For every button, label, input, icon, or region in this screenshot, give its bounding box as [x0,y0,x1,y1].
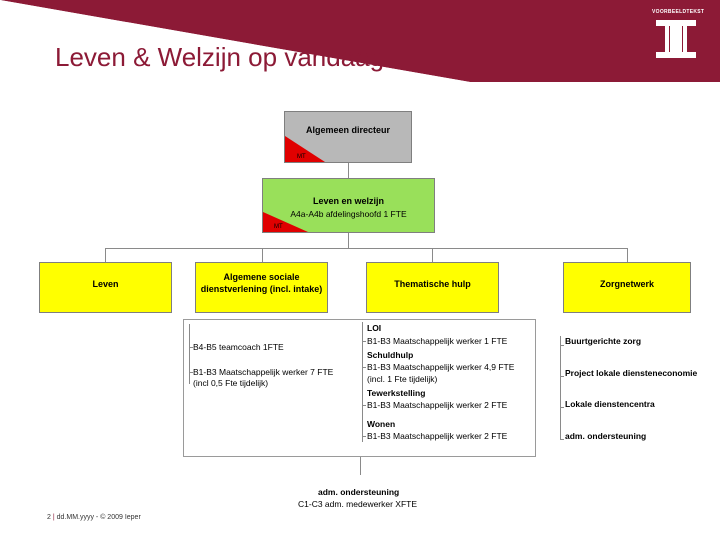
unit-title: Leven [92,279,119,289]
bracket-line [560,336,561,440]
staff-line: B4-B5 teamcoach 1FTE [193,342,284,352]
footer-separator: | [52,514,55,521]
dept-subtitle: A4a-A4b afdelingshoofd 1 FTE [290,209,407,219]
thematic-line: (incl. 1 Fte tijdelijk) [367,374,438,384]
unit-box-zorgnetwerk [563,262,691,313]
bracket-tick [362,367,366,368]
connector-line [262,248,263,262]
connector-line [360,457,361,475]
director-box [284,111,412,163]
thematic-line: B1-B3 Maatschappelijk werker 2 FTE [367,431,508,441]
page-number: 2 [47,514,51,521]
thematic-heading: LOI [367,323,382,333]
unit-title: Thematische hulp [394,279,471,289]
bracket-tick [362,341,366,342]
logo-text: VOORBEELDTEKST [652,9,705,15]
connector-line [627,248,628,262]
zorg-item: adm. ondersteuning [565,431,647,441]
bracket-tick [362,405,366,406]
thematic-line: B1-B3 Maatschappelijk werker 2 FTE [367,400,508,410]
zorg-item: Buurtgerichte zorg [565,336,642,346]
staff-line: B1-B3 Maatschappelijk werker 7 FTE [193,367,334,377]
dept-mt-label: MT [274,224,283,230]
zorg-item: Lokale dienstencentra [565,399,655,409]
admin-title: adm. ondersteuning [318,487,400,497]
logo [652,6,705,66]
dept-title: Leven en welzijn [312,196,385,206]
thematic-heading: Tewerkstelling [367,388,426,398]
director-title: Algemeen directeur [305,125,391,135]
bracket-line [362,322,363,442]
connector-line [105,248,627,249]
thematic-heading: Schuldhulp [367,350,414,360]
connector-line [348,233,349,248]
staff-line: (incl 0,5 Fte tijdelijk) [193,378,269,388]
footer-text: dd.MM.yyyy - © 2009 Ieper [56,514,141,521]
thematic-line: B1-B3 Maatschappelijk werker 4,9 FTE [367,362,515,372]
unit-title: Algemene sociale [223,272,300,282]
dept-box [262,178,435,233]
unit-box-thematic [366,262,499,313]
connector-line [348,163,349,178]
unit-title: Zorgnetwerk [599,279,654,289]
bracket-tick [362,436,366,437]
thematic-heading: Wonen [367,419,396,429]
bracket-line [189,324,190,384]
admin-subtitle: C1-C3 adm. medewerker XFTE [298,499,418,509]
thematic-line: B1-B3 Maatschappelijk werker 1 FTE [367,336,508,346]
city-logo-icon [652,6,705,66]
bracket-tick [560,407,564,408]
bracket-tick [560,345,564,346]
director-mt-label: MT [297,154,306,160]
connector-line [432,248,433,262]
unit-box-asd [195,262,328,313]
connector-line [105,248,106,262]
zorg-item: Project lokale diensteneconomie [565,368,698,378]
mt-marker-dept [263,212,308,232]
footer [47,514,141,521]
bracket-tick [560,439,564,440]
bracket-tick [560,376,564,377]
unit-title-line2: dienstverlening (incl. intake) [200,284,323,294]
unit-box-leven [39,262,172,313]
page-title: Leven & Welzijn op vandaag [55,42,385,72]
